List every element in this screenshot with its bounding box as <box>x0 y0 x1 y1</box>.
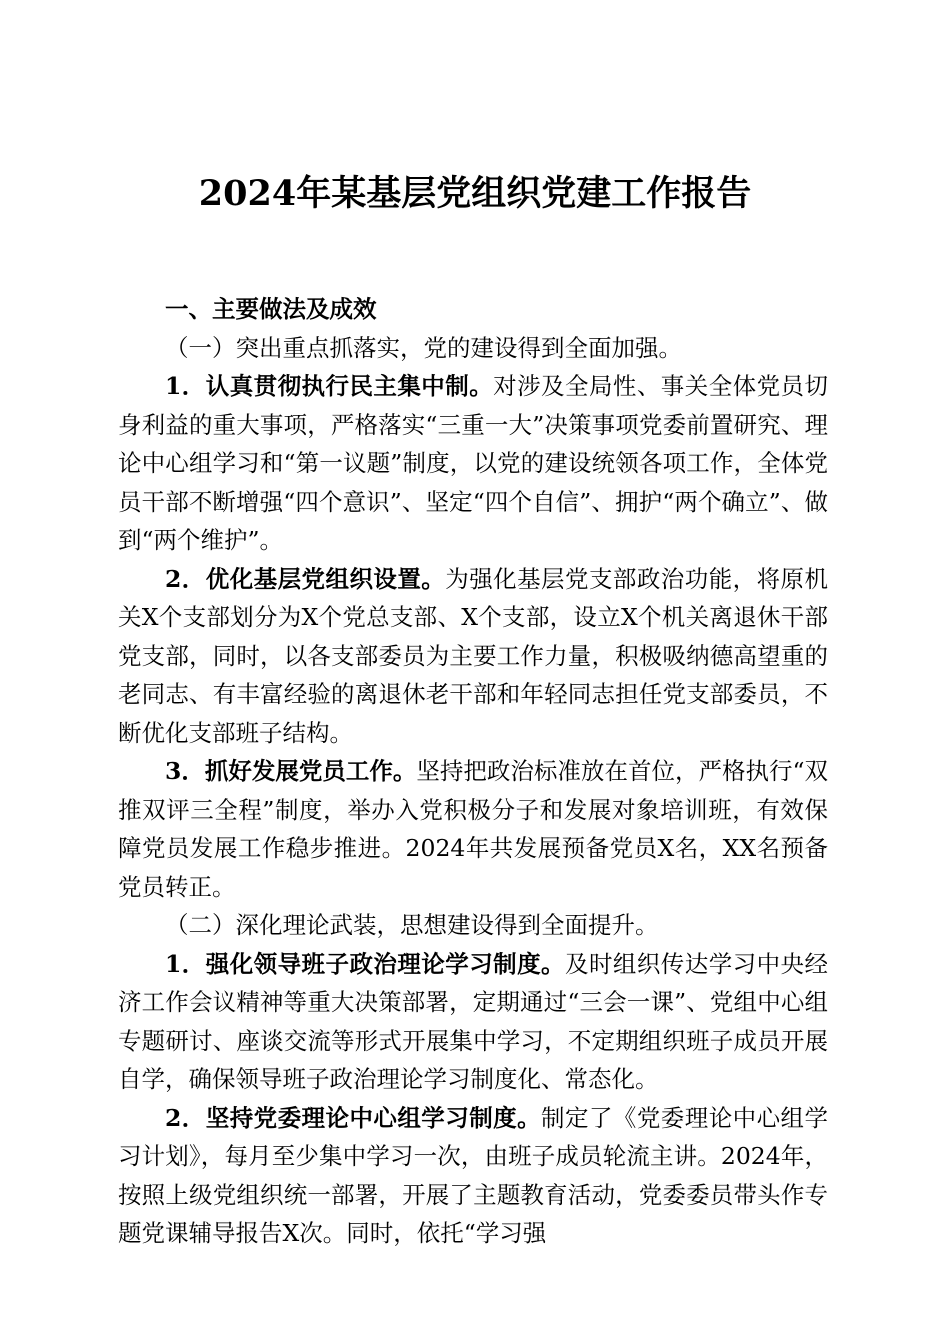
section-heading: 一、主要做法及成效 <box>165 295 377 323</box>
paragraph <box>118 560 828 753</box>
document-body <box>118 290 828 1253</box>
document-title: 2024年某基层党组织党建工作报告 <box>198 173 752 214</box>
paragraph <box>118 945 828 1099</box>
paragraph <box>118 1099 828 1253</box>
paragraph-text: 及时组织传达学习中央经济工作会议精神等重大决策部署，定期通过“三会一课”、党组中心组专题研讨、座谈交流等形式开展集中学习，不定期组织班子成员开展自学，确保领导班子政治理论学习制度化、常态化。 <box>118 949 828 1093</box>
paragraph <box>118 752 828 906</box>
paragraph-lead: 1．认真贯彻执行民主集中制。 <box>165 372 494 400</box>
paragraph-text: 坚持把政治标准放在首位，严格执行“双推双评三全程”制度，举办入党积极分子和发展对象培训班，有效保障党员发展工作稳步推进。2024年共发展预备党员X名，XX名预备党员转正。 <box>118 757 828 901</box>
subsection-heading: （一）突出重点抓落实，党的建设得到全面加强。 <box>165 333 682 362</box>
paragraph <box>118 367 828 560</box>
paragraph-text: 为强化基层党支部政治功能，将原机关X个支部划分为X个党总支部、X个支部，设立X个机关离退休干部党支部，同时，以各支部委员为主要工作力量，积极吸纳德高望重的老同志、有丰富经验的离退休老干部和年轻同志担任党支部委员，不断优化支部班子结构。 <box>118 564 828 747</box>
paragraph-lead: 3．抓好发展党员工作。 <box>165 757 417 785</box>
subsection-heading: （二）深化理论武装，思想建设得到全面提升。 <box>165 911 659 939</box>
paragraph-text: 制定了《党委理论中心组学习计划》，每月至少集中学习一次，由班子成员轮流主讲。2024年，按照上级党组织统一部署，开展了主题教育活动，党委委员带头作专题党课辅导报告X次。同时，依托“学习强 <box>118 1103 828 1247</box>
paragraph-lead: 1．强化领导班子政治理论学习制度。 <box>165 949 565 978</box>
paragraph-text: 对涉及全局性、事关全体党员切身利益的重大事项，严格落实“三重一大”决策事项党委前置研究、理论中心组学习和“第一议题”制度，以党的建设统领各项工作，全体党员干部不断增强“四个意识”、坚定“四个自信”、拥护“两个确立”、做到“两个维护”。 <box>118 372 829 554</box>
paragraph-lead: 2．优化基层党组织设置。 <box>165 564 446 593</box>
paragraph-lead: 2．坚持党委理论中心组学习制度。 <box>165 1103 542 1132</box>
